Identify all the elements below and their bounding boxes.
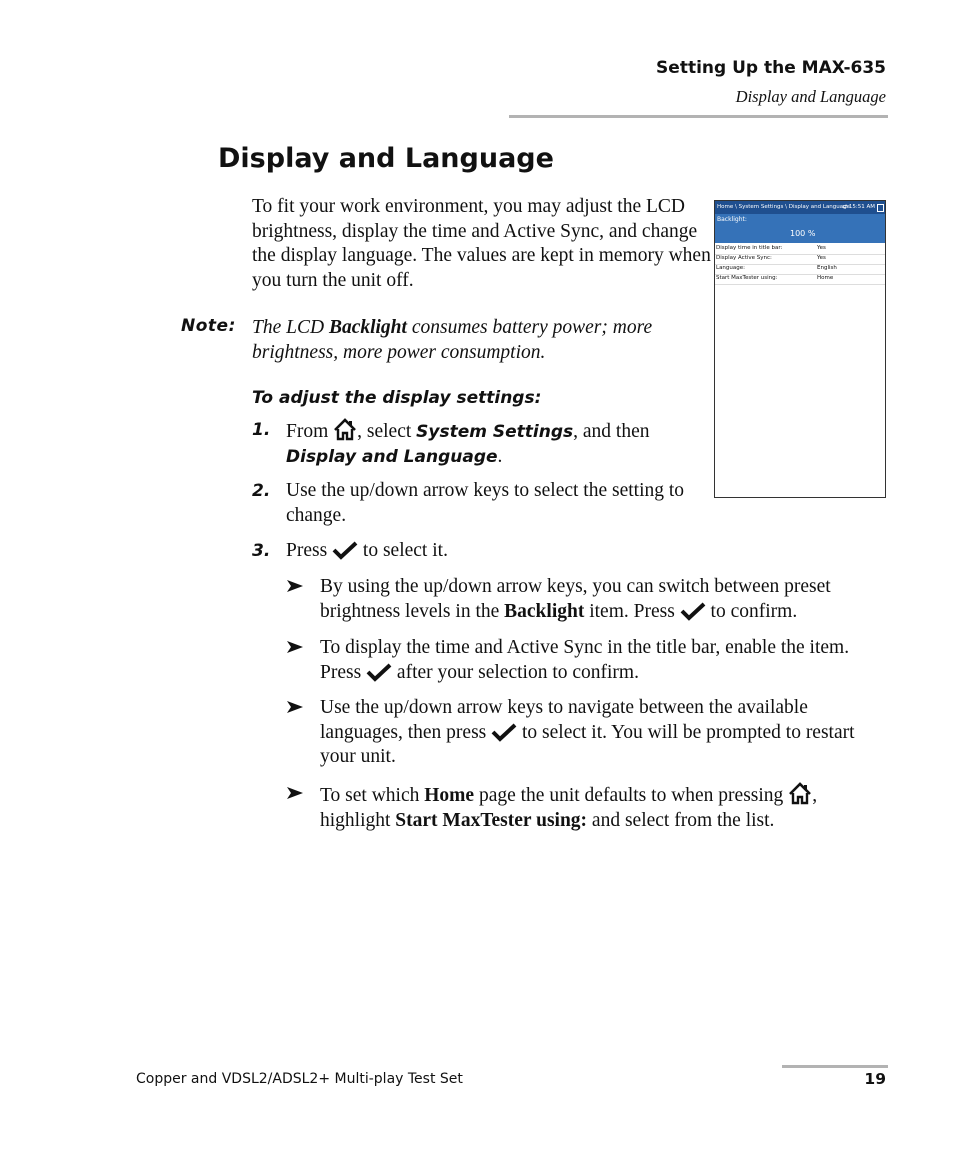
screenshot-title-bar bbox=[715, 201, 885, 214]
backlight-value: 100 % bbox=[790, 229, 816, 238]
checkmark-icon bbox=[680, 601, 706, 621]
window-icon bbox=[877, 204, 884, 212]
bullet2-a: To display the time and Active Sync in the title bar, enable the item. Press bbox=[320, 637, 850, 683]
row-value: Yes bbox=[817, 245, 826, 251]
row-value: Home bbox=[817, 275, 834, 281]
footer-product-name: Copper and VDSL2/ADSL2+ Multi-play Test Set bbox=[136, 1071, 463, 1087]
bullet3-a: Use the up/down arrow keys to navigate between the available languages, then press bbox=[320, 697, 808, 743]
backlight-label: Backlight: bbox=[717, 216, 747, 223]
bullet-arrow bbox=[286, 578, 304, 599]
step-text bbox=[286, 539, 706, 564]
note-text bbox=[252, 316, 702, 365]
screenshot-clock: ⇄ 15:51 AM bbox=[842, 204, 875, 210]
bullet1-d: to confirm. bbox=[705, 600, 798, 622]
checkmark-icon bbox=[491, 722, 517, 742]
home-icon bbox=[333, 418, 357, 441]
screenshot-row bbox=[715, 244, 885, 255]
intro-paragraph: To fit your work environment, you may adjust the LCD brightness, display the time and Active Sync, and change the display language. The values are kept in memory when you turn the unit off. bbox=[252, 196, 711, 291]
bullet-text bbox=[320, 696, 890, 770]
step-number: 2. bbox=[252, 481, 271, 501]
step3-press: Press bbox=[286, 540, 333, 561]
page-number: 19 bbox=[864, 1070, 886, 1088]
bullet-text bbox=[320, 636, 890, 685]
procedure-title: To adjust the display settings: bbox=[252, 388, 542, 408]
bullet4-home: Home bbox=[424, 785, 475, 806]
running-header-subtitle: Display and Language bbox=[735, 87, 886, 106]
checkmark-icon bbox=[332, 540, 358, 560]
note-pre: The LCD bbox=[252, 317, 329, 338]
step-text bbox=[286, 418, 706, 469]
note-label: Note: bbox=[181, 316, 236, 336]
bullet4-c: page the unit defaults to when pressing bbox=[474, 785, 789, 806]
bullet4-start-maxtester: Start MaxTester using: bbox=[395, 809, 588, 831]
step1-and-then: , and then bbox=[573, 421, 650, 442]
row-label: Start MaxTester using: bbox=[716, 275, 778, 281]
row-label: Language: bbox=[716, 265, 745, 271]
bullet1-a: By using the up/down arrow keys, you can switch between preset brightness levels in the bbox=[320, 576, 831, 622]
note-bold-term: Backlight bbox=[328, 317, 407, 338]
arrowhead-bullet-icon bbox=[286, 578, 304, 594]
home-icon bbox=[788, 782, 812, 805]
screenshot-breadcrumb: Home \ System Settings \ Display and Language bbox=[717, 204, 851, 210]
bullet2-b: after your selection to confirm. bbox=[392, 661, 639, 683]
note-post: consumes battery power; more brightness, more power consumption. bbox=[252, 317, 653, 363]
screenshot-row bbox=[715, 264, 885, 275]
row-label: Display time in title bar: bbox=[716, 245, 783, 251]
bullet-arrow bbox=[286, 699, 304, 720]
header-rule bbox=[509, 115, 888, 118]
footer-rule bbox=[782, 1065, 888, 1068]
step-number: 3. bbox=[252, 541, 271, 561]
bullet-text bbox=[320, 782, 890, 833]
bullet1-c: item. Press bbox=[584, 600, 680, 622]
screenshot-row bbox=[715, 254, 885, 265]
screenshot-row bbox=[715, 274, 885, 285]
step1-select: , select bbox=[357, 421, 417, 442]
checkmark-icon bbox=[366, 662, 392, 682]
section-heading: Display and Language bbox=[218, 143, 554, 174]
step1-system-settings: System Settings bbox=[416, 422, 574, 442]
row-value: Yes bbox=[817, 255, 826, 261]
step1-display-language: Display and Language bbox=[286, 446, 498, 467]
arrowhead-bullet-icon bbox=[286, 699, 304, 715]
bullet-text bbox=[320, 575, 890, 624]
arrowhead-bullet-icon bbox=[286, 785, 304, 801]
arrowhead-bullet-icon bbox=[286, 639, 304, 655]
bullet-arrow bbox=[286, 639, 304, 660]
bullet-arrow bbox=[286, 785, 304, 806]
bullet4-a: To set which bbox=[320, 785, 425, 806]
device-screenshot bbox=[714, 200, 886, 498]
row-value: English bbox=[817, 265, 837, 271]
bullet4-d: , highlight bbox=[320, 785, 818, 831]
step-text: Use the up/down arrow keys to select the setting to change. bbox=[286, 480, 685, 526]
step-number: 1. bbox=[252, 420, 271, 440]
bullet3-b: to select it. You will be prompted to restart your unit. bbox=[320, 721, 855, 767]
row-label: Display Active Sync: bbox=[716, 255, 772, 261]
running-header-title: Setting Up the MAX-635 bbox=[656, 58, 886, 78]
bullet1-backlight: Backlight bbox=[504, 600, 585, 622]
bullet4-f: and select from the list. bbox=[587, 809, 775, 831]
step1-period: . bbox=[497, 445, 503, 467]
screenshot-backlight-row bbox=[715, 214, 885, 243]
step1-from: From bbox=[286, 421, 334, 442]
step3-to-select: to select it. bbox=[358, 540, 448, 561]
